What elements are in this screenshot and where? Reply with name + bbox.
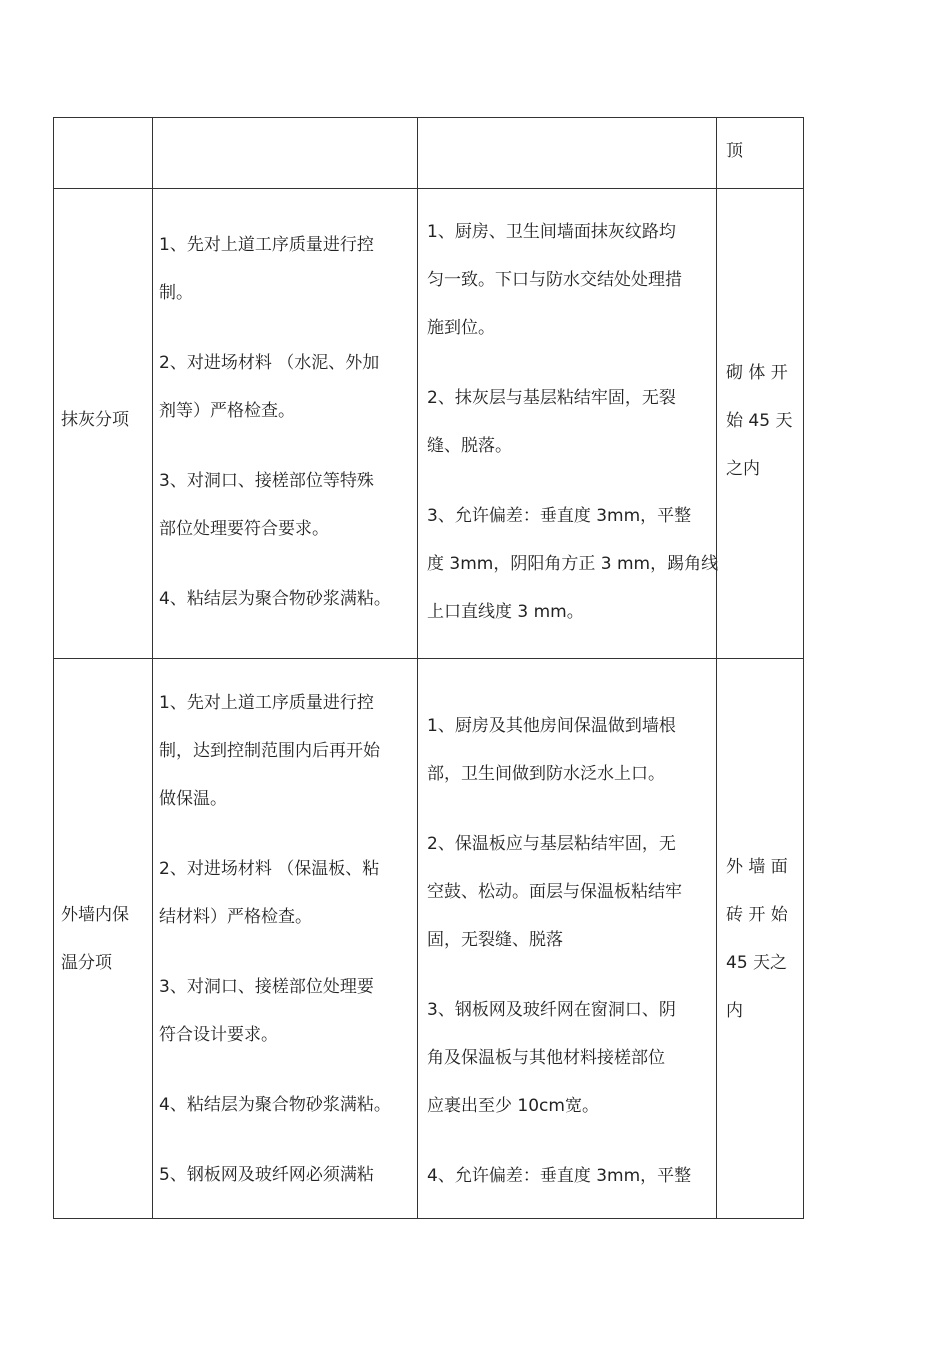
cell-text: 部，卫生间做到防水泛水上口。 xyxy=(427,764,665,784)
cell-text: 4、粘结层为聚合物砂浆满粘。 xyxy=(159,589,391,609)
cell-text: 2、抹灰层与基层粘结牢固，无裂 xyxy=(427,388,676,408)
cell-text: 部位处理要符合要求。 xyxy=(159,519,329,539)
cell-text: 剂等）严格检查。 xyxy=(159,401,295,421)
cell-text: 空鼓、松动。面层与保温板粘结牢 xyxy=(427,882,682,902)
cell-text: 缝、脱落。 xyxy=(427,436,512,456)
paragraph xyxy=(427,702,715,798)
cell-text: 内 xyxy=(726,1001,743,1021)
cell-text: 砌 体 开 xyxy=(726,363,788,383)
cell-text: 始 45 天 xyxy=(726,411,793,431)
paragraph xyxy=(427,820,715,964)
table-cell-time-limit xyxy=(726,127,806,175)
row-divider xyxy=(54,188,803,189)
paragraph xyxy=(159,679,414,823)
cell-text: 符合设计要求。 xyxy=(159,1025,278,1045)
column-divider xyxy=(716,118,717,1218)
cell-text: 2、对进场材料 （保温板、粘 xyxy=(159,859,380,879)
paragraph xyxy=(427,986,715,1130)
cell-text: 做保温。 xyxy=(159,789,227,809)
cell-text: 1、厨房及其他房间保温做到墙根 xyxy=(427,716,676,736)
paragraph xyxy=(427,1152,715,1200)
cell-text: 之内 xyxy=(726,459,760,479)
table-cell-time-limit xyxy=(726,349,806,493)
cell-text: 制，达到控制范围内后再开始 xyxy=(159,741,380,761)
cell-text: 施到位。 xyxy=(427,318,495,338)
cell-text: 顶 xyxy=(726,141,743,161)
cell-text: 5、钢板网及玻纤网必须满粘 xyxy=(159,1165,374,1185)
cell-text: 应裹出至少 10cm宽。 xyxy=(427,1096,599,1116)
cell-text: 角及保温板与其他材料接槎部位 xyxy=(427,1048,665,1068)
paragraph xyxy=(427,492,719,636)
cell-text: 1、先对上道工序质量进行控 xyxy=(159,693,374,713)
table-cell-item-name xyxy=(61,891,151,987)
paragraph xyxy=(427,374,715,470)
paragraph xyxy=(159,1151,414,1199)
item-label: 外墙内保 xyxy=(61,905,129,925)
column-divider xyxy=(152,118,153,1218)
item-label: 温分项 xyxy=(61,953,112,973)
paragraph xyxy=(159,963,414,1059)
cell-text: 外 墙 面 xyxy=(726,857,788,877)
column-divider xyxy=(417,118,418,1218)
cell-text: 1、先对上道工序质量进行控 xyxy=(159,235,374,255)
paragraph xyxy=(427,208,715,352)
cell-text: 固，无裂缝、脱落 xyxy=(427,930,563,950)
cell-text: 制。 xyxy=(159,283,193,303)
item-label: 抹灰分项 xyxy=(61,410,129,430)
table-cell-quality-standard xyxy=(427,208,719,636)
paragraph xyxy=(159,221,414,317)
table-cell-time-limit xyxy=(726,843,806,1035)
paragraph xyxy=(159,575,414,623)
cell-text: 45 天之 xyxy=(726,953,788,973)
paragraph xyxy=(159,457,414,553)
cell-text: 砖 开 始 xyxy=(726,905,788,925)
cell-text: 3、允许偏差：垂直度 3mm，平整 xyxy=(427,506,692,526)
paragraph xyxy=(159,339,414,435)
paragraph xyxy=(159,1081,414,1129)
table-cell-item-name xyxy=(61,396,151,444)
cell-text: 2、保温板应与基层粘结牢固，无 xyxy=(427,834,676,854)
cell-text: 结材料）严格检查。 xyxy=(159,907,312,927)
cell-text: 度 3mm，阴阳角方正 3 mm，踢角线 xyxy=(427,554,719,574)
cell-text: 1、厨房、卫生间墙面抹灰纹路均 xyxy=(427,222,676,242)
paragraph xyxy=(159,845,414,941)
cell-text: 2、对进场材料 （水泥、外加 xyxy=(159,353,380,373)
cell-text: 4、粘结层为聚合物砂浆满粘。 xyxy=(159,1095,391,1115)
cell-text: 3、对洞口、接槎部位等特殊 xyxy=(159,471,374,491)
cell-text: 3、对洞口、接槎部位处理要 xyxy=(159,977,374,997)
cell-text: 匀一致。下口与防水交结处处理措 xyxy=(427,270,682,290)
row-divider xyxy=(54,658,803,659)
cell-text: 上口直线度 3 mm。 xyxy=(427,602,584,622)
cell-text: 3、钢板网及玻纤网在窗洞口、阴 xyxy=(427,1000,676,1020)
cell-text: 4、允许偏差：垂直度 3mm，平整 xyxy=(427,1166,692,1186)
quality-control-table xyxy=(53,117,804,1219)
table-cell-control-measures xyxy=(159,221,414,623)
table-cell-control-measures xyxy=(159,679,414,1199)
table-cell-quality-standard xyxy=(427,702,715,1200)
